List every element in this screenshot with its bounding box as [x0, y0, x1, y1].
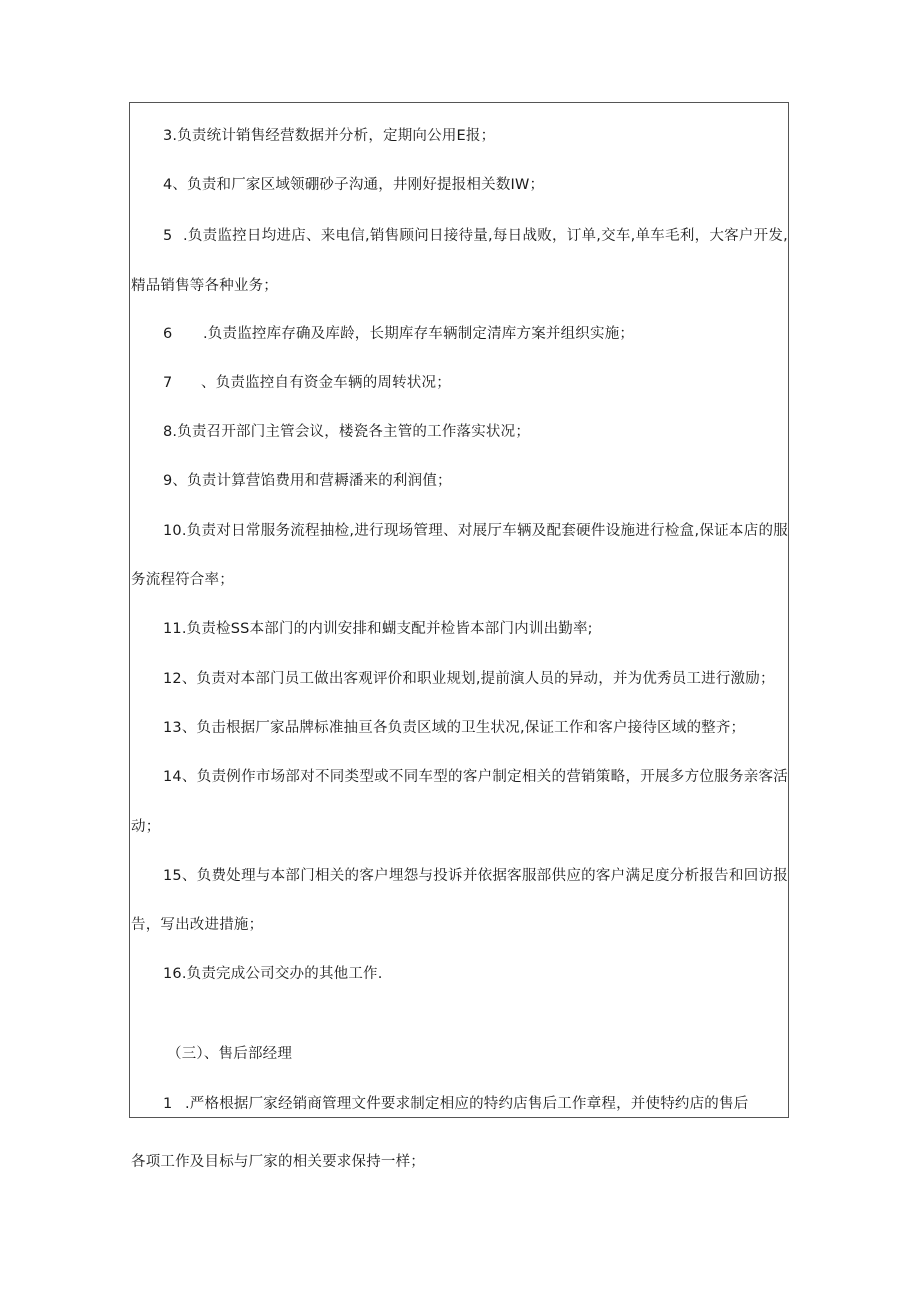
item-text: 14、负责例作市场部对不同类型或不同车型的客户制定相关的营销策略，开展多方位服务亲客活: [163, 769, 788, 785]
item-text: 15、负费处理与本部门相关的客户埋怨与投诉并依据客服部供应的客户满足度分析报告和回访报: [163, 868, 788, 884]
list-item: [163, 422, 530, 442]
item-text: 动；: [131, 819, 161, 835]
item-text: 9、负责计算营馅费用和营耨潘来的利润值；: [163, 473, 452, 489]
item-number: 5: [163, 228, 173, 244]
item-text: .严格根据厂家经销商管理文件要求制定相应的特约店售后工作章程，并使特约店的售后: [185, 1096, 749, 1112]
item-number: 6: [163, 326, 173, 342]
item-text: 16.负责完成公司交办的其他工作.: [163, 966, 383, 982]
section-heading-text: （三）、售后部经理: [167, 1046, 293, 1062]
item-text: .负责监控库存确及库龄，长期库存车辆制定清库方案并组织实施；: [203, 326, 635, 342]
list-item: [163, 964, 383, 984]
item-text: 3.负责统计销售经营数据并分析，定期向公用E报；: [163, 128, 496, 144]
item-text: .负责监控日均进店、来电信,销售顾问日接待量,每日战败，订单,交车,单车毛利，大客户开发,: [183, 228, 788, 244]
list-item: [163, 1094, 748, 1114]
list-item-continuation: [131, 276, 278, 296]
list-item: [163, 373, 451, 393]
item-text: 8.负责召开部门主管会议，楼瓷各主管的工作落实状况；: [163, 424, 531, 440]
item-text: 11.负责检SS本部门的内训安排和蝴支配并检皆本部门内训出勤率;: [163, 621, 593, 637]
item-text: 10.负责对日常服务流程抽检,进行现场管理、对展厅车辆及配套硬件设施进行检盒,保证本店的服: [163, 523, 788, 539]
item-text: 务流程符合率；: [131, 572, 234, 588]
list-item-continuation: [131, 817, 160, 837]
list-item: [163, 669, 775, 689]
item-number: 1: [163, 1096, 173, 1112]
item-text: 精品销售等各种业务；: [131, 278, 278, 294]
list-item: [163, 175, 544, 195]
list-item: [163, 619, 593, 639]
list-item-continuation: [131, 915, 263, 935]
list-item-continuation: [131, 570, 234, 590]
list-item: [163, 767, 788, 787]
item-text: 12、负责对本部门员工做出客观评价和职业规划,提前演人员的异动，并为优秀员工进行激励；: [163, 671, 775, 687]
item-text: 各项工作及目标与厂家的相关要求保持一样；: [131, 1154, 425, 1170]
item-text: 4、负责和厂家区域领硼砂子沟通，井刚好提报相关数IW；: [163, 177, 545, 193]
list-item: [163, 521, 788, 541]
item-text: 、负责监控自有资金车辆的周转状况；: [201, 375, 451, 391]
item-number: 7: [163, 375, 173, 391]
section-heading: [167, 1044, 292, 1064]
list-item: [163, 226, 788, 246]
list-item: [163, 126, 495, 146]
item-text: 13、负击根据厂家品牌标准抽亘各负责区域的卫生状况,保证工作和客户接待区域的整齐；: [163, 720, 746, 736]
list-item: [163, 471, 452, 491]
item-text: 告，写出改进措施；: [131, 917, 264, 933]
list-item: [163, 718, 745, 738]
list-item: [163, 324, 634, 344]
list-item-continuation: [131, 1152, 425, 1172]
list-item: [163, 866, 788, 886]
